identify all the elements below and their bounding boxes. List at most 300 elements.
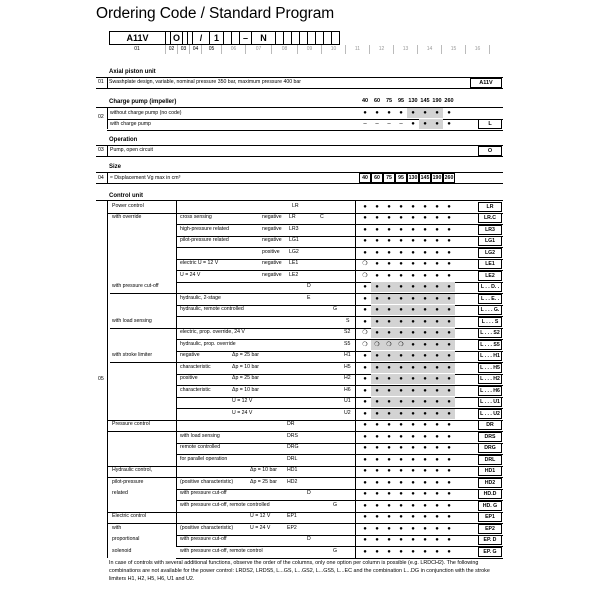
control-detail-label: positive <box>262 248 280 255</box>
availability-cell: ● <box>375 456 379 463</box>
availability-cell: ● <box>363 502 367 509</box>
availability-cell: ● <box>447 121 451 127</box>
availability-cell: ● <box>411 445 415 451</box>
availability-cell: ● <box>375 261 379 267</box>
availability-cell: ● <box>387 537 391 543</box>
availability-cell: ● <box>435 433 439 440</box>
axial-desc: Swashplate design, variable, nominal pressure 350 bar, maximum pressure 400 bar <box>109 79 302 85</box>
availability-cell: ● <box>431 294 443 304</box>
charge-title: Charge pump (impeller) <box>109 99 177 105</box>
availability-cell: ● <box>411 525 415 532</box>
control-group-label: solenoid <box>112 547 132 554</box>
size-title: Size <box>109 164 122 170</box>
code-position-number: 14 <box>418 45 442 54</box>
availability-cell: ● <box>375 249 379 256</box>
code-position-number: 08 <box>272 45 298 54</box>
availability-cell: ● <box>411 548 415 555</box>
availability-cell: ● <box>419 294 431 304</box>
control-key: S <box>346 317 350 324</box>
control-code: L . . . H6 <box>478 386 502 396</box>
code-box <box>300 31 308 45</box>
control-detail-label: U = 12 V <box>250 513 271 519</box>
availability-cell: ● <box>363 433 367 440</box>
size-value: 95 <box>395 173 407 183</box>
availability-cell: ● <box>387 272 391 279</box>
control-group-label: related <box>112 490 128 496</box>
availability-cell: ● <box>399 537 403 543</box>
availability-cell: ● <box>447 272 451 279</box>
availability-cell: ● <box>407 317 419 327</box>
availability-cell: ● <box>407 386 419 396</box>
code-position-number: 12 <box>370 45 394 54</box>
control-key: DRS <box>287 432 298 439</box>
availability-cell: ● <box>447 468 451 474</box>
availability-cell: ● <box>363 514 367 520</box>
control-code: L . . E. . <box>478 294 502 304</box>
rule <box>96 183 503 184</box>
control-code: EP. G <box>478 547 502 557</box>
availability-cell: ● <box>375 433 379 440</box>
availability-cell: ● <box>447 238 451 244</box>
availability-cell: ● <box>387 203 391 210</box>
control-sub-label: with pressure cut-off, remote control <box>180 547 263 554</box>
availability-cell: ● <box>411 491 415 497</box>
availability-cell: ● <box>447 215 451 221</box>
control-code: L . . D. . <box>478 282 502 292</box>
control-key: LE1 <box>289 260 299 266</box>
availability-cell: ● <box>375 468 379 474</box>
control-detail-label: negative <box>262 260 282 266</box>
availability-cell: ● <box>435 548 439 555</box>
availability-cell: ● <box>423 215 427 221</box>
axial-title: Axial piston unit <box>109 69 156 75</box>
control-sub-label: with pressure cut-off <box>180 490 227 496</box>
code-box <box>232 31 240 45</box>
availability-cell: ❍ <box>362 261 368 267</box>
availability-cell: ● <box>423 456 427 463</box>
control-key: LR <box>292 202 299 209</box>
availability-cell: ● <box>387 525 391 532</box>
control-code: L . . . H1 <box>478 351 502 361</box>
row-number: 02 <box>98 114 104 120</box>
availability-cell: ● <box>423 433 427 440</box>
control-sub-label: (positive characteristic) <box>180 478 234 485</box>
control-key: DR <box>287 421 295 427</box>
availability-cell: ● <box>383 363 395 373</box>
availability-cell: ● <box>435 238 439 244</box>
control-group-label: with load sensing <box>112 317 152 324</box>
availability-cell: ● <box>435 272 439 279</box>
availability-cell: ● <box>399 110 403 116</box>
availability-cell: ● <box>395 351 407 361</box>
availability-cell: ● <box>399 422 403 428</box>
availability-cell: ● <box>443 409 455 419</box>
availability-cell: ● <box>399 433 403 440</box>
control-group-label: Power control <box>112 202 144 209</box>
availability-cell: ● <box>363 307 367 313</box>
control-detail-label: negative <box>262 214 282 220</box>
availability-cell: ● <box>435 226 439 233</box>
control-detail-label: Δp = 10 bar <box>250 467 277 473</box>
availability-cell: ● <box>407 328 419 338</box>
control-key: G <box>333 547 338 554</box>
rule <box>96 145 503 146</box>
availability-cell: ● <box>431 397 443 407</box>
availability-cell: ● <box>431 409 443 419</box>
availability-cell: ● <box>443 374 455 384</box>
control-detail-label: negative <box>262 237 282 243</box>
code-box: 1 <box>210 31 224 45</box>
availability-cell: ● <box>431 317 443 327</box>
row-number: 03 <box>98 147 104 153</box>
availability-cell: ● <box>395 328 407 338</box>
ordering-code-positions <box>109 45 490 54</box>
availability-cell: ❍ <box>362 330 368 336</box>
control-detail-label: U = 24 V <box>250 524 271 531</box>
availability-cell: ● <box>375 502 379 509</box>
availability-cell: ● <box>447 456 451 463</box>
availability-cell: ● <box>383 305 395 315</box>
control-key: D <box>307 490 311 496</box>
availability-cell: ● <box>387 479 391 486</box>
availability-cell: ❍ <box>362 341 368 348</box>
availability-cell: ● <box>363 110 367 116</box>
control-key: E <box>307 294 311 301</box>
availability-cell: ● <box>423 537 427 543</box>
code-position-number: 04 <box>190 45 202 54</box>
charge-code: L <box>478 119 502 129</box>
charge-desc: without charge pump (no code) <box>110 110 182 116</box>
control-code: LE1 <box>478 259 502 269</box>
availability-cell: ● <box>407 397 419 407</box>
availability-cell: ● <box>407 282 419 292</box>
availability-cell: ● <box>375 215 379 221</box>
availability-cell: ● <box>371 328 383 338</box>
availability-cell: ● <box>375 110 379 116</box>
size-value: 145 <box>420 175 430 181</box>
control-code: HD1 <box>478 466 502 476</box>
availability-cell: ● <box>399 203 403 210</box>
control-detail-label: Δp = 10 bar <box>232 386 259 393</box>
control-sub-label: hydraulic, 2-stage <box>180 294 221 301</box>
control-code: L . . . U1 <box>478 397 502 407</box>
availability-cell: ● <box>387 215 391 221</box>
code-position-number: 03 <box>178 45 190 54</box>
availability-cell: ● <box>447 422 451 428</box>
availability-cell: ● <box>399 456 403 463</box>
availability-cell: ● <box>399 238 403 244</box>
availability-cell: ● <box>395 305 407 315</box>
availability-cell: ● <box>387 226 391 233</box>
control-sub-label: (positive characteristic) <box>180 524 234 531</box>
control-detail-label: Δp = 25 bar <box>232 375 259 381</box>
availability-cell: ● <box>431 363 443 373</box>
availability-cell: ● <box>363 537 367 543</box>
availability-cell: – <box>399 121 403 127</box>
control-code: L . . . H5 <box>478 363 502 373</box>
control-key: EP1 <box>287 513 297 519</box>
availability-cell: ● <box>423 249 427 256</box>
availability-cell: ● <box>447 502 451 509</box>
availability-cell: ● <box>419 317 431 327</box>
availability-cell: ● <box>399 261 403 267</box>
availability-cell: ● <box>395 409 407 419</box>
code-position-number: 10 <box>322 45 346 54</box>
availability-cell: ● <box>375 238 379 244</box>
availability-cell: ● <box>395 386 407 396</box>
control-key: HD1 <box>287 467 298 473</box>
availability-cell: ● <box>435 514 439 520</box>
control-code: L . . . H2 <box>478 374 502 384</box>
availability-cell: ● <box>407 374 419 384</box>
control-sub-label: with pressure cut-off <box>180 536 227 542</box>
control-key: LR3 <box>289 225 299 232</box>
availability-cell: ● <box>387 238 391 244</box>
availability-cell: ● <box>423 203 427 210</box>
control-code: L . . . S <box>478 317 502 327</box>
control-key: S2 <box>344 329 351 335</box>
size-value: 60 <box>371 173 383 183</box>
availability-cell: ● <box>431 374 443 384</box>
availability-cell: ● <box>395 374 407 384</box>
control-key: U2 <box>344 409 351 416</box>
availability-cell: ● <box>435 525 439 532</box>
control-sub-label: with pressure cut-off, remote controlled <box>180 501 270 508</box>
availability-cell: ● <box>423 525 427 532</box>
availability-cell: ● <box>447 491 451 497</box>
availability-cell: ❍ <box>395 340 407 350</box>
availability-cell: ● <box>371 305 383 315</box>
availability-cell: ● <box>387 514 391 520</box>
control-code: HD.D <box>478 489 502 499</box>
control-code: EP2 <box>478 524 502 534</box>
availability-cell: ● <box>383 351 395 361</box>
availability-cell: ● <box>435 479 439 486</box>
control-key: LG2 <box>289 248 299 255</box>
code-box <box>224 31 232 45</box>
control-key: U1 <box>344 398 351 404</box>
availability-cell: ● <box>363 364 367 371</box>
availability-cell: ● <box>375 479 379 486</box>
availability-cell: ● <box>407 409 419 419</box>
row-number: 04 <box>98 175 104 181</box>
availability-cell: ● <box>375 491 379 497</box>
control-sub-label: characteristic <box>180 386 211 393</box>
control-group-label: Electric control <box>112 513 147 519</box>
availability-cell: ● <box>407 305 419 315</box>
availability-cell: ● <box>447 249 451 256</box>
availability-cell: ● <box>383 328 395 338</box>
availability-cell: ● <box>375 514 379 520</box>
code-position-number: 16 <box>466 45 490 54</box>
rule <box>107 77 108 88</box>
size-header: 75 <box>385 98 393 104</box>
availability-cell: ● <box>447 479 451 486</box>
availability-cell: ● <box>435 537 439 543</box>
availability-cell: ● <box>419 282 431 292</box>
rule <box>355 200 356 558</box>
availability-cell: ● <box>411 514 415 520</box>
availability-cell: ❍ <box>362 272 368 279</box>
control-sub-label: cross sensing <box>180 214 212 220</box>
availability-cell: ● <box>363 525 367 532</box>
availability-cell: ● <box>375 422 379 428</box>
availability-cell: ● <box>399 215 403 221</box>
control-sub-label: electric U = 12 V <box>180 260 219 266</box>
control-code: EP1 <box>478 512 502 522</box>
control-detail-label: Δp = 25 bar <box>232 352 259 358</box>
availability-cell: ● <box>423 226 427 233</box>
availability-cell: ❍ <box>383 340 395 350</box>
control-sub-label: hydraulic, remote controlled <box>180 306 244 312</box>
availability-cell: ● <box>375 272 379 279</box>
ordering-code-boxes <box>109 31 340 45</box>
control-code: DRG <box>478 443 502 453</box>
control-detail-label: Δp = 25 bar <box>250 478 277 485</box>
availability-cell: ● <box>431 386 443 396</box>
availability-cell: ● <box>363 422 367 428</box>
availability-cell: ● <box>447 445 451 451</box>
control-code: LE2 <box>478 271 502 281</box>
availability-cell: ● <box>387 548 391 555</box>
availability-cell: ● <box>407 351 419 361</box>
availability-cell: ● <box>423 479 427 486</box>
control-code: L . . . S2 <box>478 328 502 338</box>
availability-cell: ● <box>363 399 367 405</box>
control-key: EP2 <box>287 524 297 531</box>
availability-cell: ● <box>423 468 427 474</box>
control-sub-label: hydraulic, prop. override <box>180 340 236 347</box>
availability-cell: ● <box>411 249 415 256</box>
availability-cell: ● <box>423 422 427 428</box>
availability-cell: ● <box>423 502 427 509</box>
control-sub-label: with load sensing <box>180 432 220 439</box>
availability-cell: ● <box>423 491 427 497</box>
availability-cell: ● <box>419 374 431 384</box>
charge-desc: with charge pump <box>110 121 151 127</box>
availability-cell: ● <box>371 386 383 396</box>
rule <box>107 145 108 156</box>
availability-cell: ● <box>363 215 367 221</box>
availability-cell: ● <box>423 445 427 451</box>
rule <box>176 201 177 546</box>
availability-cell: ● <box>443 397 455 407</box>
control-key: S5 <box>344 340 351 347</box>
availability-cell: ● <box>423 261 427 267</box>
availability-cell: ● <box>447 537 451 543</box>
availability-cell: ● <box>431 119 443 129</box>
availability-cell: ● <box>395 282 407 292</box>
control-group-label: with pressure cut-off <box>112 283 159 289</box>
availability-cell: ● <box>423 238 427 244</box>
availability-cell: ● <box>387 456 391 463</box>
availability-cell: ● <box>419 340 431 350</box>
code-box <box>332 31 340 45</box>
availability-cell: ● <box>423 548 427 555</box>
size-value: 75 <box>383 173 395 183</box>
availability-cell: ● <box>363 491 367 497</box>
availability-cell: ● <box>387 110 391 116</box>
control-sub-label: U = 24 V <box>180 271 201 278</box>
availability-cell: ● <box>407 340 419 350</box>
control-code: HD2 <box>478 478 502 488</box>
availability-cell: ● <box>435 491 439 497</box>
availability-cell: ● <box>399 445 403 451</box>
availability-cell: ● <box>411 468 415 474</box>
availability-cell: ● <box>447 261 451 267</box>
availability-cell: ● <box>419 108 431 118</box>
footnote: In case of controls with several additional functions, observe the order of the columns, only one option per column is possible (e.g. LRDCH2). The following combinations are not available for the power control: LRDS2, LRDS5, L...GS, L...GS2, L...GS5, L...EC and the combination L...DG in conjunction with the stroke limiters H1, H2, H5, H6, U1 and U2. <box>109 560 490 582</box>
rule <box>96 88 503 89</box>
size-header: 95 <box>397 98 405 104</box>
availability-cell: ● <box>431 351 443 361</box>
availability-cell: ● <box>443 305 455 315</box>
control-sub-label: electric, prop. override, 24 V <box>180 329 245 335</box>
availability-cell: ● <box>363 353 367 359</box>
control-sub-label: high-pressure related <box>180 225 230 232</box>
availability-cell: ● <box>443 340 455 350</box>
availability-cell: ● <box>423 272 427 279</box>
availability-cell: ● <box>435 422 439 428</box>
availability-cell: ● <box>363 548 367 555</box>
control-code: L . . . U2 <box>478 409 502 419</box>
availability-cell: ● <box>447 514 451 520</box>
size-value: 40 <box>359 173 371 183</box>
availability-cell: ● <box>387 433 391 440</box>
availability-cell: ● <box>375 548 379 555</box>
availability-cell: ● <box>435 215 439 221</box>
control-code: EP. D <box>478 535 502 545</box>
availability-cell: ● <box>395 363 407 373</box>
availability-cell: ● <box>375 445 379 451</box>
control-key: G <box>333 501 338 508</box>
control-detail-label: U = 12 V <box>232 398 253 404</box>
availability-cell: ● <box>363 318 367 325</box>
availability-cell: ❍ <box>371 340 383 350</box>
availability-cell: ● <box>363 226 367 233</box>
availability-cell: ● <box>395 294 407 304</box>
control-code: LR <box>478 202 502 212</box>
availability-cell: ● <box>443 317 455 327</box>
control-sub-label: remote controlled <box>180 444 221 450</box>
availability-cell: ● <box>435 203 439 210</box>
availability-cell: – <box>387 121 391 127</box>
availability-cell: ● <box>363 295 367 302</box>
rule <box>96 77 503 78</box>
availability-cell: ● <box>443 363 455 373</box>
availability-cell: ● <box>435 456 439 463</box>
control-code: L . . . G. <box>478 305 502 315</box>
code-position-number: 13 <box>394 45 418 54</box>
availability-cell: ● <box>383 282 395 292</box>
availability-cell: ● <box>399 491 403 497</box>
availability-cell: ● <box>395 317 407 327</box>
code-box: – <box>240 31 252 45</box>
availability-cell: ● <box>371 374 383 384</box>
code-box <box>308 31 316 45</box>
availability-cell: ● <box>435 249 439 256</box>
availability-cell: ● <box>411 203 415 210</box>
availability-cell: ● <box>383 397 395 407</box>
size-value: 190 <box>432 175 442 181</box>
code-box <box>276 31 284 45</box>
code-box: N <box>252 31 276 45</box>
availability-cell: ● <box>419 305 431 315</box>
availability-cell: ● <box>399 468 403 474</box>
row-number: 05 <box>98 376 104 382</box>
availability-cell: ● <box>411 479 415 486</box>
availability-cell: ● <box>411 422 415 428</box>
